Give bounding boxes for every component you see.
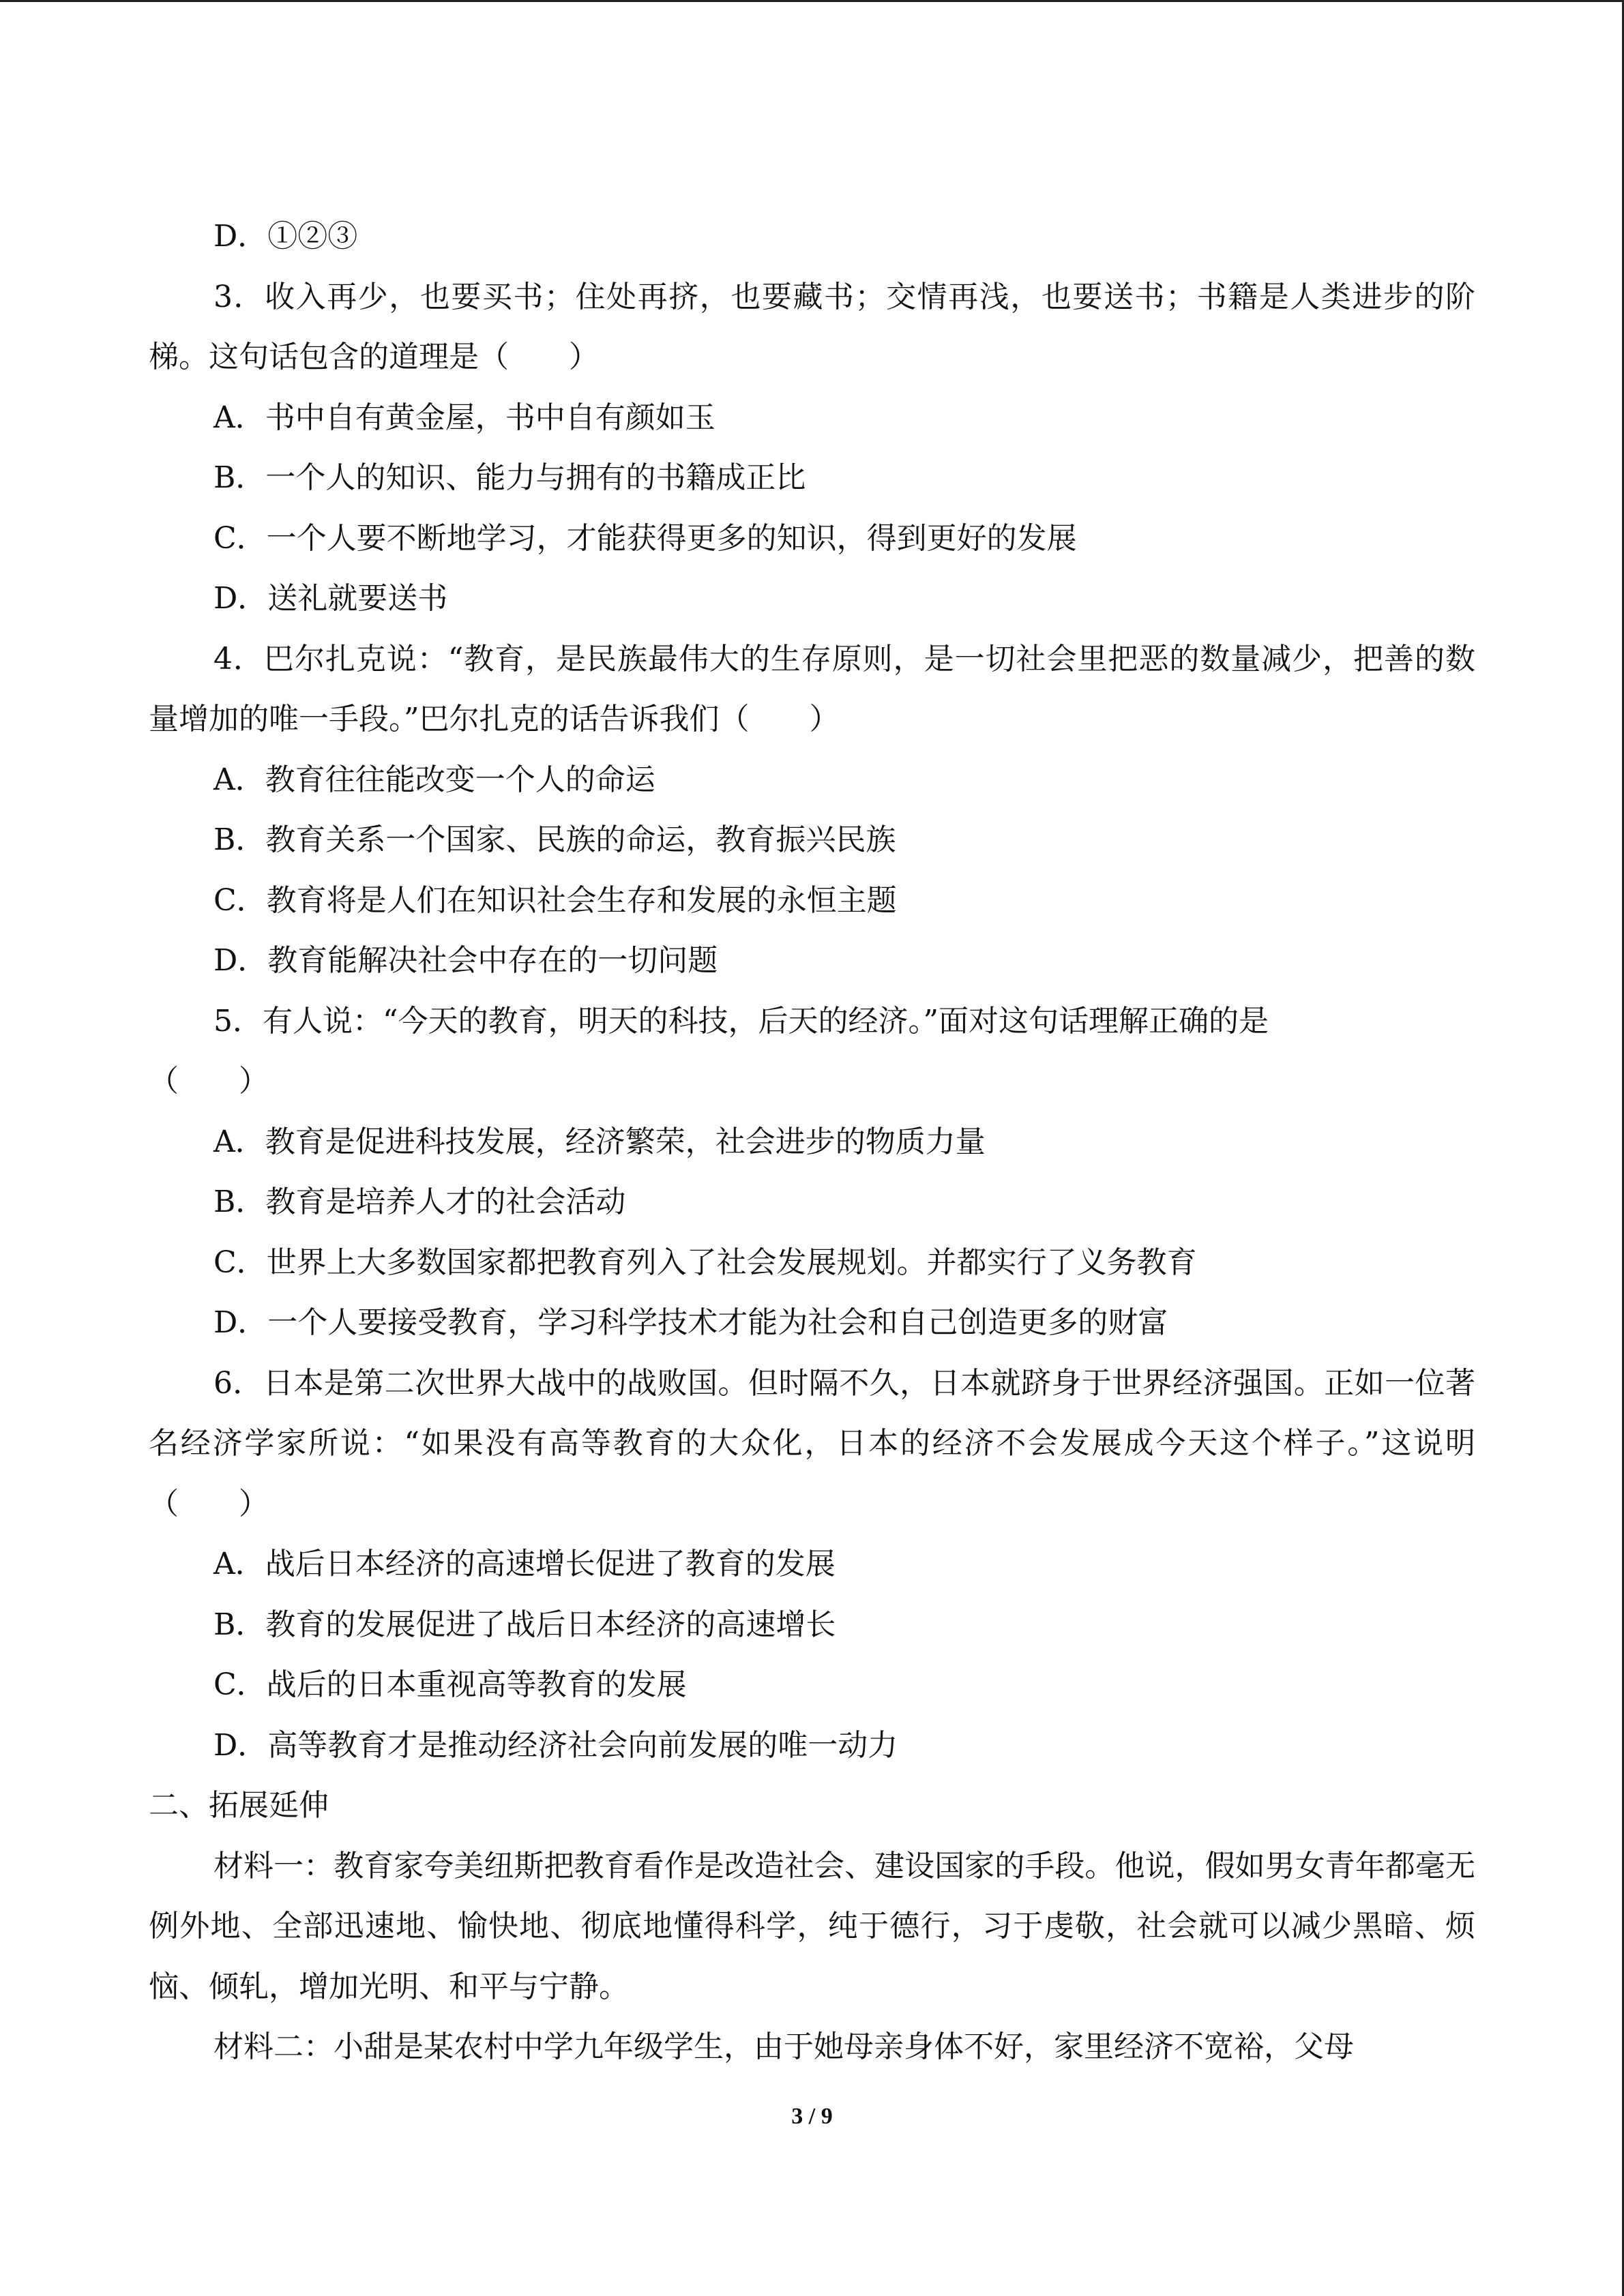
q3-option-b: B．一个人的知识、能力与拥有的书籍成正比	[213, 460, 806, 495]
q6-option-c: C．战后的日本重视高等教育的发展	[213, 1667, 687, 1702]
q5-option-c: C．世界上大多数国家都把教育列入了社会发展规划。并都实行了义务教育	[213, 1244, 1197, 1280]
q5-option-b: B．教育是培养人才的社会活动	[213, 1184, 626, 1219]
q4-option-d: D．教育能解决社会中存在的一切问题	[213, 943, 718, 978]
material-two: 材料二：小甜是某农村中学九年级学生，由于她母亲身体不好，家里经济不宽裕，父母	[213, 2029, 1354, 2064]
q3-stem: 3．收入再少，也要买书；住处再挤，也要藏书；交情再浅，也要送书；书籍是人类进步的阶梯。这句话包含的道理是（ ）	[149, 279, 1475, 374]
q5-stem: 5．有人说：“今天的教育，明天的科技，后天的经济。”面对这句话理解正确的是	[213, 1003, 1269, 1039]
q6-option-a: A．战后日本经济的高速增长促进了教育的发展	[213, 1547, 836, 1581]
q3-option-c: C．一个人要不断地学习，才能获得更多的知识，得到更好的发展	[213, 520, 1077, 556]
q4-option-c: C．教育将是人们在知识社会生存和发展的永恒主题	[213, 882, 897, 918]
q5-option-a: A．教育是促进科技发展，经济繁荣，社会进步的物质力量	[213, 1124, 986, 1159]
section-heading-extension: 二、拓展延伸	[149, 1788, 329, 1823]
q5-answer-paren: （ ）	[149, 1064, 269, 1099]
q6-stem: 6．日本是第二次世界大战中的战败国。但时隔不久，日本就跻身于世界经济强国。正如一位著名经济学家所说：“如果没有高等教育的大众化，日本的经济不会发展成今天这个样子。”这说明（ ）	[149, 1365, 1475, 1521]
q6-option-b: B．教育的发展促进了战后日本经济的高速增长	[213, 1607, 836, 1642]
q6-option-d: D．高等教育才是推动经济社会向前发展的唯一动力	[213, 1727, 898, 1763]
page-number: 3 / 9	[791, 2104, 833, 2129]
q4-stem: 4．巴尔扎克说：“教育，是民族最伟大的生存原则，是一切社会里把恶的数量减少，把善的数量增加的唯一手段。”巴尔扎克的话告诉我们（ ）	[149, 641, 1475, 736]
material-one: 材料一：教育家夸美纽斯把教育看作是改造社会、建设国家的手段。他说，假如男女青年都毫无例外地、全部迅速地、愉快地、彻底地懂得科学，纯于德行，习于虔敬，社会就可以减少黑暗、烦恼、倾轧，增加光明、和平与宁静。	[149, 1848, 1475, 2004]
q4-option-b: B．教育关系一个国家、民族的命运，教育振兴民族	[213, 822, 896, 857]
q3-option-a: A．书中自有黄金屋，书中自有颜如玉	[213, 400, 715, 435]
q5-option-d: D．一个人要接受教育，学习科学技术才能为社会和自己创造更多的财富	[213, 1305, 1168, 1340]
q3-option-d: D．送礼就要送书	[213, 581, 448, 616]
page-body	[149, 207, 1475, 2078]
q4-option-a: A．教育往往能改变一个人的命运	[213, 762, 655, 797]
q2-option-d: D．①②③	[213, 219, 358, 254]
